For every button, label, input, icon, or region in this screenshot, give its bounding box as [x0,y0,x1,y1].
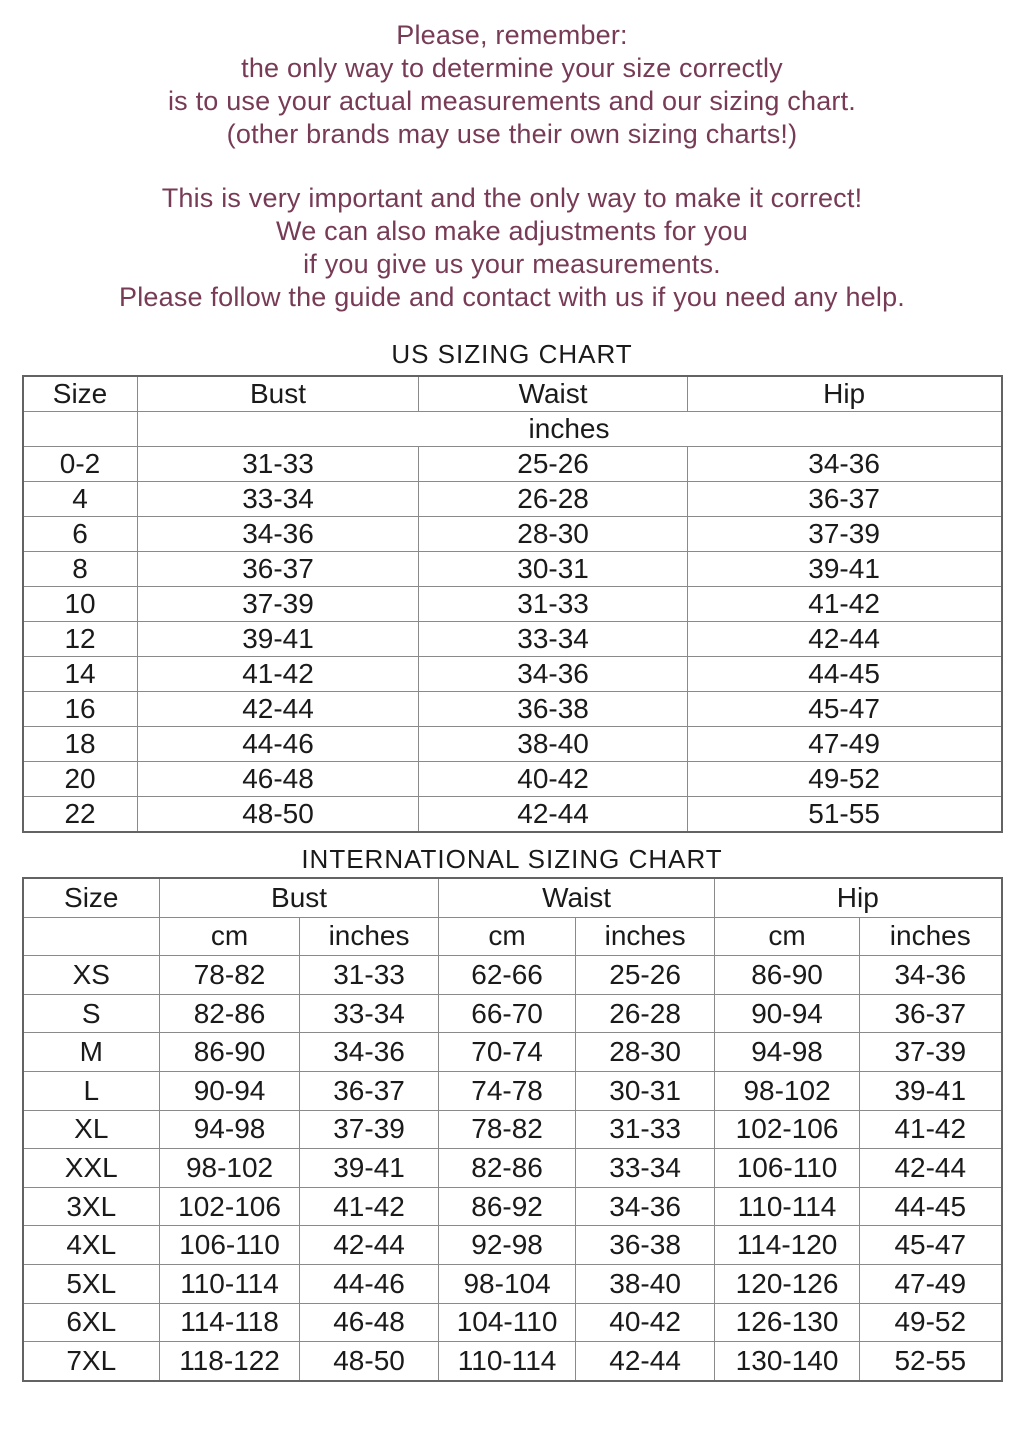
column-header-waist: Waist [439,878,715,917]
size-cell: 22 [23,797,138,833]
measurement-cell: 34-36 [419,657,687,692]
measurement-cell: 36-37 [687,482,1001,517]
table-row [23,692,1002,727]
table-row [23,1303,1002,1342]
unit-label-cell: inches [137,412,1001,447]
measurement-cell: 46-48 [137,762,419,797]
measurement-cell: 78-82 [439,1110,576,1149]
intl-chart-title: INTERNATIONAL SIZING CHART [301,844,723,874]
size-cell: 6 [23,517,138,552]
measurement-cell: 39-41 [137,622,419,657]
measurement-cell: 33-34 [576,1149,715,1188]
intl-unit-row [23,917,1002,956]
measurement-cell: 42-44 [687,622,1001,657]
measurement-cell: 49-52 [860,1303,1002,1342]
measurement-cell: 49-52 [687,762,1001,797]
intl-table-head [23,878,1002,956]
intro-line: the only way to determine your size correctly [241,53,783,83]
column-header-hip: Hip [687,376,1001,412]
measurement-cell: 41-42 [137,657,419,692]
us-table-head [23,376,1002,447]
unit-label-cell: cm [715,917,860,956]
unit-label-cell: inches [300,917,439,956]
measurement-cell: 126-130 [715,1303,860,1342]
intro-text [0,0,1024,314]
unit-label-cell: inches [860,917,1002,956]
column-header-hip: Hip [715,878,1002,917]
measurement-cell: 94-98 [715,1033,860,1072]
measurement-cell: 26-28 [419,482,687,517]
measurement-cell: 41-42 [300,1187,439,1226]
measurement-cell: 118-122 [160,1342,300,1381]
measurement-cell: 30-31 [576,1071,715,1110]
intl-sizing-table [22,877,1003,1382]
size-cell: 0-2 [23,447,138,482]
size-cell: S [23,994,160,1033]
measurement-cell: 34-36 [687,447,1001,482]
measurement-cell: 37-39 [137,587,419,622]
measurement-cell: 37-39 [687,517,1001,552]
measurement-cell: 110-114 [715,1187,860,1226]
table-row [23,1264,1002,1303]
measurement-cell: 98-102 [715,1071,860,1110]
size-cell: XXL [23,1149,160,1188]
measurement-cell: 41-42 [687,587,1001,622]
measurement-cell: 36-38 [419,692,687,727]
measurement-cell: 40-42 [576,1303,715,1342]
measurement-cell: 41-42 [860,1110,1002,1149]
measurement-cell: 36-38 [576,1226,715,1265]
measurement-cell: 82-86 [160,994,300,1033]
measurement-cell: 52-55 [860,1342,1002,1381]
measurement-cell: 110-114 [439,1342,576,1381]
measurement-cell: 42-44 [576,1342,715,1381]
table-row [23,797,1002,833]
measurement-cell: 36-37 [860,994,1002,1033]
measurement-cell: 102-106 [715,1110,860,1149]
table-row [23,1110,1002,1149]
measurement-cell: 28-30 [419,517,687,552]
intro-line: (other brands may use their own sizing charts!) [226,119,798,149]
size-cell: 18 [23,727,138,762]
table-row [23,1342,1002,1381]
measurement-cell: 37-39 [860,1033,1002,1072]
measurement-cell: 44-46 [137,727,419,762]
table-row [23,447,1002,482]
measurement-cell: 94-98 [160,1110,300,1149]
measurement-cell: 26-28 [576,994,715,1033]
size-cell: 10 [23,587,138,622]
measurement-cell: 120-126 [715,1264,860,1303]
measurement-cell: 34-36 [300,1033,439,1072]
size-cell: 5XL [23,1264,160,1303]
measurement-cell: 78-82 [160,956,300,995]
size-cell: M [23,1033,160,1072]
size-cell: XS [23,956,160,995]
intro-line: if you give us your measurements. [303,249,721,279]
measurement-cell: 40-42 [419,762,687,797]
column-header-size: Size [23,878,160,917]
column-header-bust: Bust [160,878,439,917]
measurement-cell: 102-106 [160,1187,300,1226]
column-header-bust: Bust [137,376,419,412]
table-row [23,1033,1002,1072]
unit-label-cell: inches [576,917,715,956]
measurement-cell: 38-40 [576,1264,715,1303]
measurement-cell: 38-40 [419,727,687,762]
intl-header-row [23,878,1002,917]
measurement-cell: 44-45 [860,1187,1002,1226]
size-cell: 4XL [23,1226,160,1265]
size-cell: 12 [23,622,138,657]
measurement-cell: 30-31 [419,552,687,587]
measurement-cell: 48-50 [137,797,419,833]
intro-paragraph-1 [0,19,1024,151]
measurement-cell: 46-48 [300,1303,439,1342]
table-row [23,727,1002,762]
measurement-cell: 86-90 [715,956,860,995]
empty-cell [23,412,138,447]
measurement-cell: 104-110 [439,1303,576,1342]
measurement-cell: 25-26 [576,956,715,995]
us-table-body [23,447,1002,833]
intro-line: This is very important and the only way to make it correct! [161,183,863,213]
unit-label-cell: cm [160,917,300,956]
measurement-cell: 110-114 [160,1264,300,1303]
size-cell: L [23,1071,160,1110]
measurement-cell: 74-78 [439,1071,576,1110]
measurement-cell: 42-44 [419,797,687,833]
unit-label-cell: cm [439,917,576,956]
size-cell: 6XL [23,1303,160,1342]
measurement-cell: 28-30 [576,1033,715,1072]
measurement-cell: 45-47 [687,692,1001,727]
size-cell: 7XL [23,1342,160,1381]
measurement-cell: 33-34 [300,994,439,1033]
measurement-cell: 34-36 [860,956,1002,995]
measurement-cell: 70-74 [439,1033,576,1072]
measurement-cell: 42-44 [860,1149,1002,1188]
measurement-cell: 51-55 [687,797,1001,833]
size-cell: 3XL [23,1187,160,1226]
measurement-cell: 47-49 [687,727,1001,762]
intro-paragraph-2 [0,182,1024,314]
intro-line: is to use your actual measurements and our sizing chart. [167,86,857,116]
measurement-cell: 36-37 [300,1071,439,1110]
measurement-cell: 98-104 [439,1264,576,1303]
us-unit-row [23,412,1002,447]
measurement-cell: 31-33 [419,587,687,622]
intl-table-body [23,956,1002,1381]
intro-line: Please follow the guide and contact with us if you need any help. [118,282,905,312]
measurement-cell: 31-33 [576,1110,715,1149]
measurement-cell: 114-118 [160,1303,300,1342]
measurement-cell: 106-110 [160,1226,300,1265]
table-row [23,956,1002,995]
measurement-cell: 33-34 [419,622,687,657]
us-header-row [23,376,1002,412]
measurement-cell: 90-94 [160,1071,300,1110]
empty-cell [23,917,160,956]
table-row [23,1071,1002,1110]
measurement-cell: 34-36 [137,517,419,552]
measurement-cell: 39-41 [687,552,1001,587]
table-row [23,762,1002,797]
measurement-cell: 37-39 [300,1110,439,1149]
measurement-cell: 66-70 [439,994,576,1033]
measurement-cell: 36-37 [137,552,419,587]
size-cell: 8 [23,552,138,587]
intro-line: Please, remember: [396,20,628,50]
measurement-cell: 48-50 [300,1342,439,1381]
measurement-cell: 62-66 [439,956,576,995]
table-row [23,994,1002,1033]
us-chart-title: US SIZING CHART [391,339,633,369]
measurement-cell: 114-120 [715,1226,860,1265]
table-row [23,1149,1002,1188]
table-row [23,552,1002,587]
size-cell: 16 [23,692,138,727]
table-row [23,1226,1002,1265]
measurement-cell: 33-34 [137,482,419,517]
measurement-cell: 47-49 [860,1264,1002,1303]
measurement-cell: 130-140 [715,1342,860,1381]
intro-line: We can also make adjustments for you [276,216,748,246]
measurement-cell: 42-44 [300,1226,439,1265]
table-row [23,622,1002,657]
measurement-cell: 92-98 [439,1226,576,1265]
table-row [23,1187,1002,1226]
measurement-cell: 86-90 [160,1033,300,1072]
measurement-cell: 44-45 [687,657,1001,692]
measurement-cell: 25-26 [419,447,687,482]
measurement-cell: 34-36 [576,1187,715,1226]
table-row [23,587,1002,622]
measurement-cell: 82-86 [439,1149,576,1188]
measurement-cell: 90-94 [715,994,860,1033]
table-row [23,482,1002,517]
measurement-cell: 42-44 [137,692,419,727]
measurement-cell: 39-41 [300,1149,439,1188]
table-row [23,517,1002,552]
table-row [23,657,1002,692]
measurement-cell: 39-41 [860,1071,1002,1110]
size-cell: XL [23,1110,160,1149]
size-cell: 14 [23,657,138,692]
measurement-cell: 86-92 [439,1187,576,1226]
measurement-cell: 31-33 [300,956,439,995]
measurement-cell: 106-110 [715,1149,860,1188]
measurement-cell: 98-102 [160,1149,300,1188]
measurement-cell: 45-47 [860,1226,1002,1265]
size-cell: 20 [23,762,138,797]
measurement-cell: 31-33 [137,447,419,482]
column-header-waist: Waist [419,376,687,412]
size-cell: 4 [23,482,138,517]
column-header-size: Size [23,376,138,412]
us-sizing-table [22,375,1003,833]
measurement-cell: 44-46 [300,1264,439,1303]
